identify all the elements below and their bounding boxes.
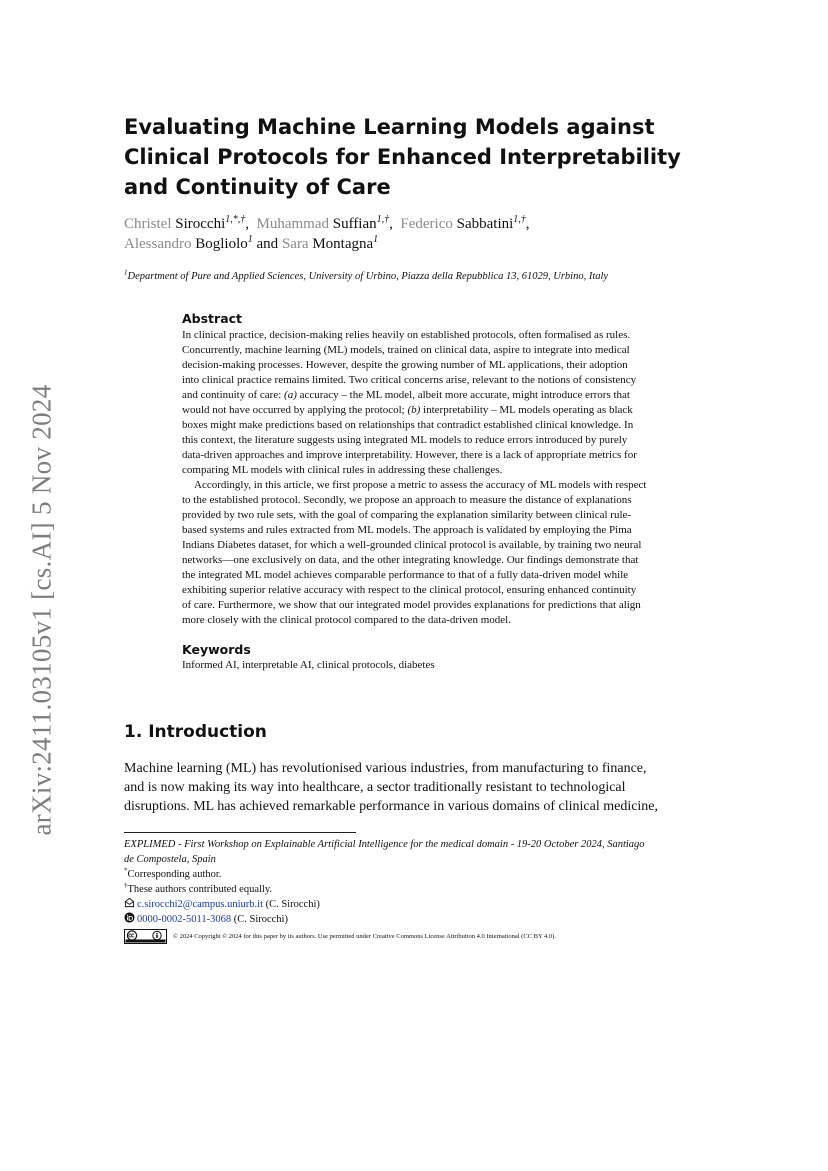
author [124,236,278,252]
abstract-line: more closely with the clinical protocol compared to the data-driven model. [182,614,511,626]
author-marks: 1 [247,234,253,245]
author [257,216,393,232]
equal-contribution-note [124,882,714,897]
abstract-line: interpretability – ML models operating as black [423,404,633,416]
author [124,216,249,232]
envelope-icon [124,897,135,908]
abstract-line: In clinical practice, decision-making relies heavily on established protocols, often formalised as rules. [182,329,631,341]
orcid-owner: (C. Sirocchi) [233,914,288,925]
abstract-body [182,328,704,628]
affiliation-mark: 1 [124,268,128,277]
abstract-line: networks—one exclusively on data, and the other integrating knowledge. Our findings demonstrate that [182,554,639,566]
abstract-paragraph [182,478,704,628]
arxiv-stamp [22,375,62,845]
author-given-name: Christel [124,216,172,232]
keywords-text: Informed AI, interpretable AI, clinical protocols, diabetes [182,659,435,671]
paper-title [124,112,704,202]
intro-line: Machine learning (ML) has revolutionised various industries, from manufacturing to finance, [124,761,647,776]
title-line: and Continuity of Care [124,175,391,199]
author-given-name: Federico [400,216,453,232]
abstract-line: of care. Furthermore, we show that our integrated model provides explanations for predictions that align [182,599,641,611]
abstract-line: Concurrently, machine learning (ML) models, trained on clinical data, aspire to integrate into medical [182,344,630,356]
orcid-icon [124,912,135,923]
abstract-line: comparing ML models with clinical rules in addressing these challenges. [182,464,503,476]
footnotes [124,837,714,944]
section-heading: 1. Introduction [124,722,267,742]
author-given-name: Muhammad [256,216,329,232]
abstract-line: into clinical practice remains limited. Two critical concerns arise, relevant to the notions of consistency [182,374,637,386]
author-family-name: Suffian [332,216,377,232]
author-separator: , [245,216,249,232]
abstract-line: exhibiting superior relative accuracy with respect to the clinical protocol, ensuring enhanced continuity [182,584,637,596]
author-family-name: Sirocchi [175,216,226,232]
author-marks: 1 [373,234,379,245]
author-given-name: Alessandro [124,236,192,252]
abstract-item-marker [284,389,300,401]
abstract-line: this context, the literature suggests using integrated ML models to reduce errors introduced by purely [182,434,628,446]
corresponding-note [124,867,714,882]
intro-line: and is now making its way into healthcare, a sector traditionally resistant to technological [124,780,626,795]
abstract-line: Accordingly, in this article, we first propose a metric to assess the accuracy of ML models with respect [194,479,647,491]
author-family-name: Montagna [312,236,374,252]
author-marks: 1,*,† [225,214,246,225]
email-link[interactable]: c.sirocchi2@campus.uniurb.it [137,899,264,910]
author [282,236,378,252]
abstract-paragraph [182,328,704,478]
author-separator: , [389,216,393,232]
author-separator: and [256,236,279,252]
footnote-text: Corresponding author. [127,869,222,880]
title-line: Evaluating Machine Learning Models against [124,115,655,139]
arxiv-stamp-text: arXiv:2411.03105v1 [cs.AI] 5 Nov 2024 [26,384,57,836]
abstract-line: would not have occurred by applying the protocol; [182,404,405,416]
workshop-note: EXPLIMED - First Workshop on Explainable Artificial Intelligence for the medical domain - 19-20 October 2024, Santiago [124,839,645,850]
author-list [124,214,714,254]
author-given-name: Sara [281,236,309,252]
abstract-heading: Abstract [182,311,243,326]
abstract-item-marker [407,404,423,416]
author-separator: , [525,216,530,232]
footnote-mark: * [124,866,128,875]
abstract-line: to the established protocol. Secondly, we propose an approach to measure the distance of explanations [182,494,632,506]
footnote-mark: † [124,881,128,890]
author [400,216,529,232]
abstract-line: based systems and rules extracted from ML models. The approach is validated by employing the Pima [182,524,632,536]
orcid-link[interactable]: 0000-0002-5011-3068 [137,914,232,925]
abstract-line: and continuity of care: [182,389,282,401]
abstract-line: provided by two rule sets, with the goal of comparing the explanation similarity between clinical rule- [182,509,632,521]
author-family-name: Bogliolo [195,236,248,252]
author-family-name: Sabbatini [456,216,514,232]
affiliation-text: Department of Pure and Applied Sciences, University of Urbino, Piazza della Repubblica 13, 61029, Urbino, Italy [127,271,609,282]
orcid-note [124,912,714,927]
email-note [124,897,714,912]
abstract-line: Indians Diabetes dataset, for which a well-grounded clinical protocol is available, by training two neural [182,539,642,551]
author-marks: 1,† [513,214,526,225]
abstract-line: the integrated ML model achieves comparable performance to that of a fully data-driven model while [182,569,629,581]
affiliation [124,268,724,282]
abstract-italic: (a) [284,389,297,401]
abstract-line: decision-making processes. However, despite the growing number of ML applications, their adoption [182,359,628,371]
keywords-heading: Keywords [182,642,251,657]
author-marks: 1,† [376,214,390,225]
license-text: © 2024 Copyright © 2024 for this paper by its authors. Use permitted under Creative Commons License Attribution 4.0 International (CC BY 4.0). [173,933,556,940]
abstract-line: accuracy – the ML model, albeit more accurate, might introduce errors that [299,389,630,401]
intro-line: disruptions. ML has achieved remarkable performance in various domains of clinical medicine, [124,799,659,814]
cc-by-license-icon [124,929,167,944]
title-line: Clinical Protocols for Enhanced Interpretability [124,145,681,169]
email-owner: (C. Sirocchi) [265,899,320,910]
license-note [124,929,714,944]
abstract-line: boxes might make predictions based on relationships that contradict established clinical knowledge. In [182,419,634,431]
footnote-text: These authors contributed equally. [127,884,273,895]
introduction-body [124,759,710,816]
abstract-italic: (b) [407,404,421,416]
workshop-note: de Compostela, Spain [124,854,216,865]
abstract-line: data-driven approaches and improve interpretability. However, there is a lack of appropriate metrics for [182,449,637,461]
footnote-rule [124,832,356,833]
